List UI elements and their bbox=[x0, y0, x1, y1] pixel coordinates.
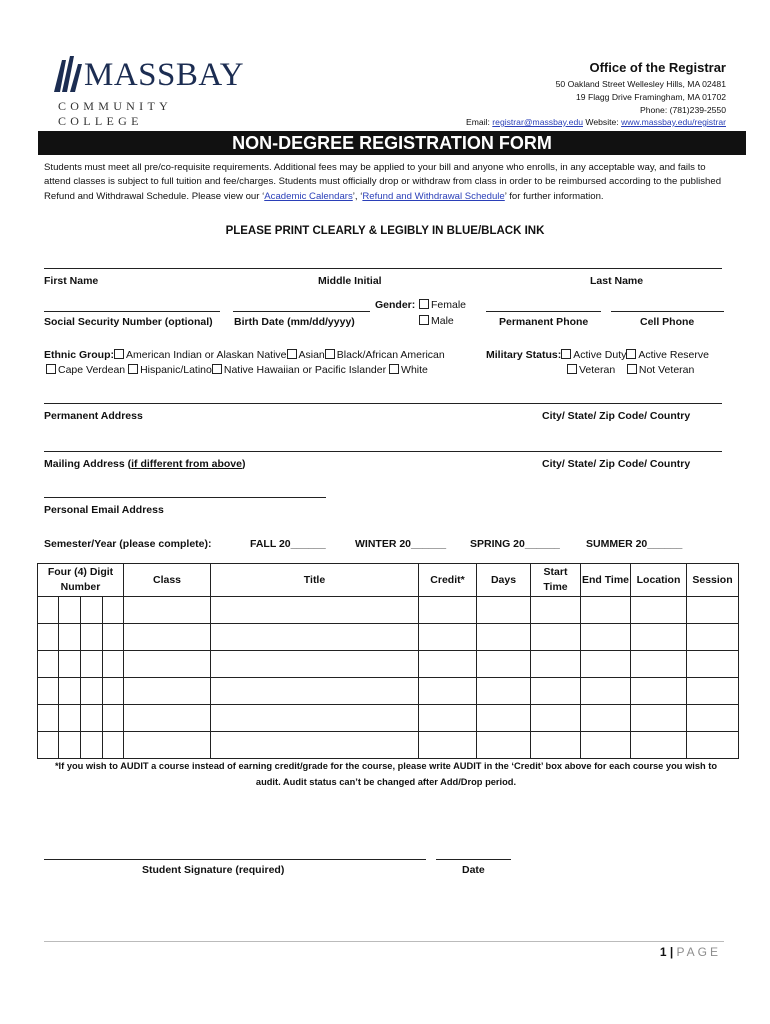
military-status-label: Military Status: bbox=[486, 349, 562, 361]
table-cell[interactable] bbox=[687, 651, 739, 678]
table-cell[interactable] bbox=[81, 597, 103, 624]
cell-phone-label: Cell Phone bbox=[640, 316, 695, 328]
table-cell[interactable] bbox=[687, 624, 739, 651]
table-row bbox=[38, 651, 739, 678]
college-logo bbox=[52, 54, 252, 128]
table-cell[interactable] bbox=[81, 705, 103, 732]
page-word: PAGE bbox=[676, 945, 721, 959]
checkbox-icon[interactable] bbox=[212, 364, 222, 374]
spring-field[interactable]: SPRING 20______ bbox=[470, 538, 560, 550]
table-cell[interactable] bbox=[581, 678, 631, 705]
table-row bbox=[38, 624, 739, 651]
table-cell[interactable] bbox=[687, 678, 739, 705]
table-cell[interactable] bbox=[59, 705, 81, 732]
gender-male-option[interactable]: Male bbox=[419, 315, 454, 327]
table-cell[interactable] bbox=[581, 651, 631, 678]
table-header-row bbox=[38, 564, 739, 597]
military-status-row-2: Veteran Not Veteran bbox=[567, 364, 694, 376]
academic-calendars-link[interactable]: Academic Calendars bbox=[264, 190, 353, 202]
intro-paragraph bbox=[44, 161, 734, 204]
intro-text-1: Students must meet all pre/co-requisite requirements. Additional fees may be applied to your bill and anyone who enrolls, in any acceptable way, and fails to attend classes is subject to full tuition and fee/charges. Students must officially drop or withdraw from class in order to be reimbursed according to the published Refund and Withdrawal Schedule. Please view our ‘ bbox=[44, 162, 722, 202]
table-cell[interactable] bbox=[419, 651, 477, 678]
permanent-address-input-line[interactable] bbox=[44, 403, 722, 404]
table-cell[interactable] bbox=[581, 705, 631, 732]
semester-label: Semester/Year (please complete): bbox=[44, 538, 212, 550]
table-cell[interactable] bbox=[581, 624, 631, 651]
table-cell[interactable] bbox=[211, 624, 419, 651]
fall-field[interactable]: FALL 20______ bbox=[250, 538, 326, 550]
table-cell[interactable] bbox=[59, 651, 81, 678]
table-cell[interactable] bbox=[124, 597, 211, 624]
days-header: Days bbox=[477, 564, 531, 597]
table-cell[interactable] bbox=[581, 597, 631, 624]
table-cell[interactable] bbox=[531, 732, 581, 759]
first-name-label: First Name bbox=[44, 275, 99, 287]
logo-wordmark: MASSBAY bbox=[84, 57, 245, 93]
table-row bbox=[38, 678, 739, 705]
checkbox-icon[interactable] bbox=[287, 349, 297, 359]
form-title: NON-DEGREE REGISTRATION FORM bbox=[38, 131, 746, 155]
personal-email-label: Personal Email Address bbox=[44, 504, 164, 516]
name-input-line[interactable] bbox=[44, 268, 722, 269]
four-digit-number-header: Four (4) Digit Number bbox=[38, 564, 124, 597]
table-cell[interactable] bbox=[38, 678, 59, 705]
permanent-phone-label: Permanent Phone bbox=[499, 316, 589, 328]
male-checkbox-icon[interactable] bbox=[419, 315, 429, 325]
date-label: Date bbox=[462, 864, 485, 876]
table-cell[interactable] bbox=[211, 678, 419, 705]
email-label: Email: bbox=[466, 117, 493, 127]
table-cell[interactable] bbox=[124, 678, 211, 705]
signature-input-line[interactable] bbox=[44, 859, 426, 860]
page-num: 1 bbox=[659, 945, 667, 959]
table-cell[interactable] bbox=[531, 624, 581, 651]
table-cell[interactable] bbox=[38, 705, 59, 732]
table-cell[interactable] bbox=[477, 678, 531, 705]
table-cell[interactable] bbox=[477, 597, 531, 624]
winter-field[interactable]: WINTER 20______ bbox=[355, 538, 447, 550]
table-cell[interactable] bbox=[103, 624, 124, 651]
intro-text-2: ’, ‘ bbox=[352, 190, 363, 202]
table-cell[interactable] bbox=[103, 597, 124, 624]
table-cell[interactable] bbox=[211, 705, 419, 732]
table-cell[interactable] bbox=[211, 597, 419, 624]
table-cell[interactable] bbox=[477, 651, 531, 678]
checkbox-icon[interactable] bbox=[627, 364, 637, 374]
signature-label: Student Signature (required) bbox=[142, 864, 285, 876]
office-contact-line bbox=[466, 117, 726, 127]
table-cell[interactable] bbox=[124, 732, 211, 759]
female-checkbox-icon[interactable] bbox=[419, 299, 429, 309]
table-cell[interactable] bbox=[631, 597, 687, 624]
summer-field[interactable]: SUMMER 20______ bbox=[586, 538, 683, 550]
email-link[interactable]: registrar@massbay.edu bbox=[492, 117, 584, 127]
table-cell[interactable] bbox=[124, 705, 211, 732]
table-cell[interactable] bbox=[581, 732, 631, 759]
table-cell[interactable] bbox=[531, 651, 581, 678]
table-cell[interactable] bbox=[124, 651, 211, 678]
checkbox-icon[interactable] bbox=[389, 364, 399, 374]
end-time-header: End Time bbox=[581, 564, 631, 597]
table-cell[interactable] bbox=[59, 624, 81, 651]
checkbox-icon[interactable] bbox=[626, 349, 636, 359]
checkbox-icon[interactable] bbox=[567, 364, 577, 374]
mailing-address-input-line[interactable] bbox=[44, 451, 722, 452]
mailing-city-label: City/ State/ Zip Code/ Country bbox=[542, 458, 691, 470]
middle-initial-label: Middle Initial bbox=[318, 275, 382, 287]
table-cell[interactable] bbox=[59, 732, 81, 759]
table-cell[interactable] bbox=[477, 705, 531, 732]
cell-phone-input-line[interactable] bbox=[611, 311, 724, 312]
table-cell[interactable] bbox=[103, 678, 124, 705]
table-cell[interactable] bbox=[419, 678, 477, 705]
page-sep: | bbox=[666, 945, 677, 959]
table-cell[interactable] bbox=[631, 705, 687, 732]
ssn-label: Social Security Number (optional) bbox=[44, 316, 213, 328]
website-label: Website: bbox=[583, 117, 622, 127]
start-time-header: Start Time bbox=[531, 564, 581, 597]
location-header: Location bbox=[631, 564, 687, 597]
table-cell[interactable] bbox=[419, 732, 477, 759]
print-notice: PLEASE PRINT CLEARLY & LEGIBLY IN BLUE/BLACK INK bbox=[225, 225, 545, 237]
gender-label: Gender: bbox=[375, 299, 416, 311]
gender-female-option[interactable]: Female bbox=[419, 299, 466, 311]
birth-date-label: Birth Date (mm/dd/yyyy) bbox=[234, 316, 355, 328]
table-cell[interactable] bbox=[687, 597, 739, 624]
last-name-label: Last Name bbox=[590, 275, 644, 287]
massbay-logo-mark-icon bbox=[52, 54, 86, 94]
table-cell[interactable] bbox=[531, 705, 581, 732]
table-cell[interactable] bbox=[38, 624, 59, 651]
footer-divider bbox=[44, 941, 724, 942]
table-row bbox=[38, 705, 739, 732]
session-header: Session bbox=[687, 564, 739, 597]
table-cell[interactable] bbox=[631, 651, 687, 678]
title-header: Title bbox=[211, 564, 419, 597]
table-cell[interactable] bbox=[531, 678, 581, 705]
table-cell[interactable] bbox=[81, 624, 103, 651]
checkbox-icon[interactable] bbox=[325, 349, 335, 359]
table-cell[interactable] bbox=[38, 597, 59, 624]
table-cell[interactable] bbox=[59, 597, 81, 624]
permanent-city-label: City/ State/ Zip Code/ Country bbox=[542, 410, 691, 422]
table-cell[interactable] bbox=[419, 624, 477, 651]
table-cell[interactable] bbox=[631, 678, 687, 705]
table-cell[interactable] bbox=[81, 651, 103, 678]
page-number bbox=[660, 945, 721, 959]
table-row bbox=[38, 597, 739, 624]
audit-note: *If you wish to AUDIT a course instead of earning credit/grade for the course, please write AUDIT in the ‘Credit’ box above for each course you wish to audit. Audit status can’t be changed after Add/Drop period. bbox=[54, 761, 718, 787]
table-cell[interactable] bbox=[211, 732, 419, 759]
logo-subtitle: COMMUNITY COLLEGE bbox=[58, 99, 172, 128]
table-cell[interactable] bbox=[419, 705, 477, 732]
table-cell[interactable] bbox=[38, 651, 59, 678]
table-cell[interactable] bbox=[687, 732, 739, 759]
course-table bbox=[37, 563, 739, 759]
permanent-address-label: Permanent Address bbox=[44, 410, 143, 422]
table-cell[interactable] bbox=[103, 705, 124, 732]
refund-schedule-link[interactable]: Refund and Withdrawal Schedule bbox=[362, 190, 505, 202]
table-cell[interactable] bbox=[631, 732, 687, 759]
office-address-1: 50 Oakland Street Wellesley Hills, MA 02481 bbox=[555, 79, 726, 89]
table-cell[interactable] bbox=[59, 678, 81, 705]
checkbox-icon[interactable] bbox=[114, 349, 124, 359]
table-cell[interactable] bbox=[531, 597, 581, 624]
table-cell[interactable] bbox=[38, 732, 59, 759]
table-cell[interactable] bbox=[687, 705, 739, 732]
ssn-input-line[interactable] bbox=[44, 311, 220, 312]
intro-text-3: ’ for further information. bbox=[504, 190, 604, 202]
permanent-phone-input-line[interactable] bbox=[486, 311, 601, 312]
mailing-address-label: Mailing Address (if different from above) bbox=[44, 458, 246, 470]
website-link[interactable]: www.massbay.edu/registrar bbox=[621, 117, 726, 127]
birth-date-input-line[interactable] bbox=[233, 311, 370, 312]
office-title: Office of the Registrar bbox=[589, 60, 726, 75]
table-cell[interactable] bbox=[103, 651, 124, 678]
ethnic-group-label: Ethnic Group: bbox=[44, 349, 114, 361]
checkbox-icon[interactable] bbox=[561, 349, 571, 359]
ethnic-group-row-1: Ethnic Group: American Indian or Alaskan Native Asian Black/African American bbox=[44, 349, 445, 361]
credit-header: Credit* bbox=[419, 564, 477, 597]
office-phone: Phone: (781)239-2550 bbox=[639, 105, 726, 115]
table-cell[interactable] bbox=[477, 732, 531, 759]
table-cell[interactable] bbox=[477, 624, 531, 651]
class-header: Class bbox=[124, 564, 211, 597]
table-cell[interactable] bbox=[103, 732, 124, 759]
ethnic-group-row-2: Cape Verdean Hispanic/Latino Native Hawaiian or Pacific Islander White bbox=[46, 364, 428, 376]
checkbox-icon[interactable] bbox=[46, 364, 56, 374]
checkbox-icon[interactable] bbox=[128, 364, 138, 374]
table-row bbox=[38, 732, 739, 759]
military-status-row-1: Military Status: Active Duty Active Reserve bbox=[486, 349, 709, 361]
table-cell[interactable] bbox=[419, 597, 477, 624]
table-cell[interactable] bbox=[211, 651, 419, 678]
date-input-line[interactable] bbox=[436, 859, 511, 860]
table-cell[interactable] bbox=[81, 678, 103, 705]
email-input-line[interactable] bbox=[44, 497, 326, 498]
table-cell[interactable] bbox=[124, 624, 211, 651]
table-cell[interactable] bbox=[81, 732, 103, 759]
table-cell[interactable] bbox=[631, 624, 687, 651]
office-address-2: 19 Flagg Drive Framingham, MA 01702 bbox=[576, 92, 726, 102]
